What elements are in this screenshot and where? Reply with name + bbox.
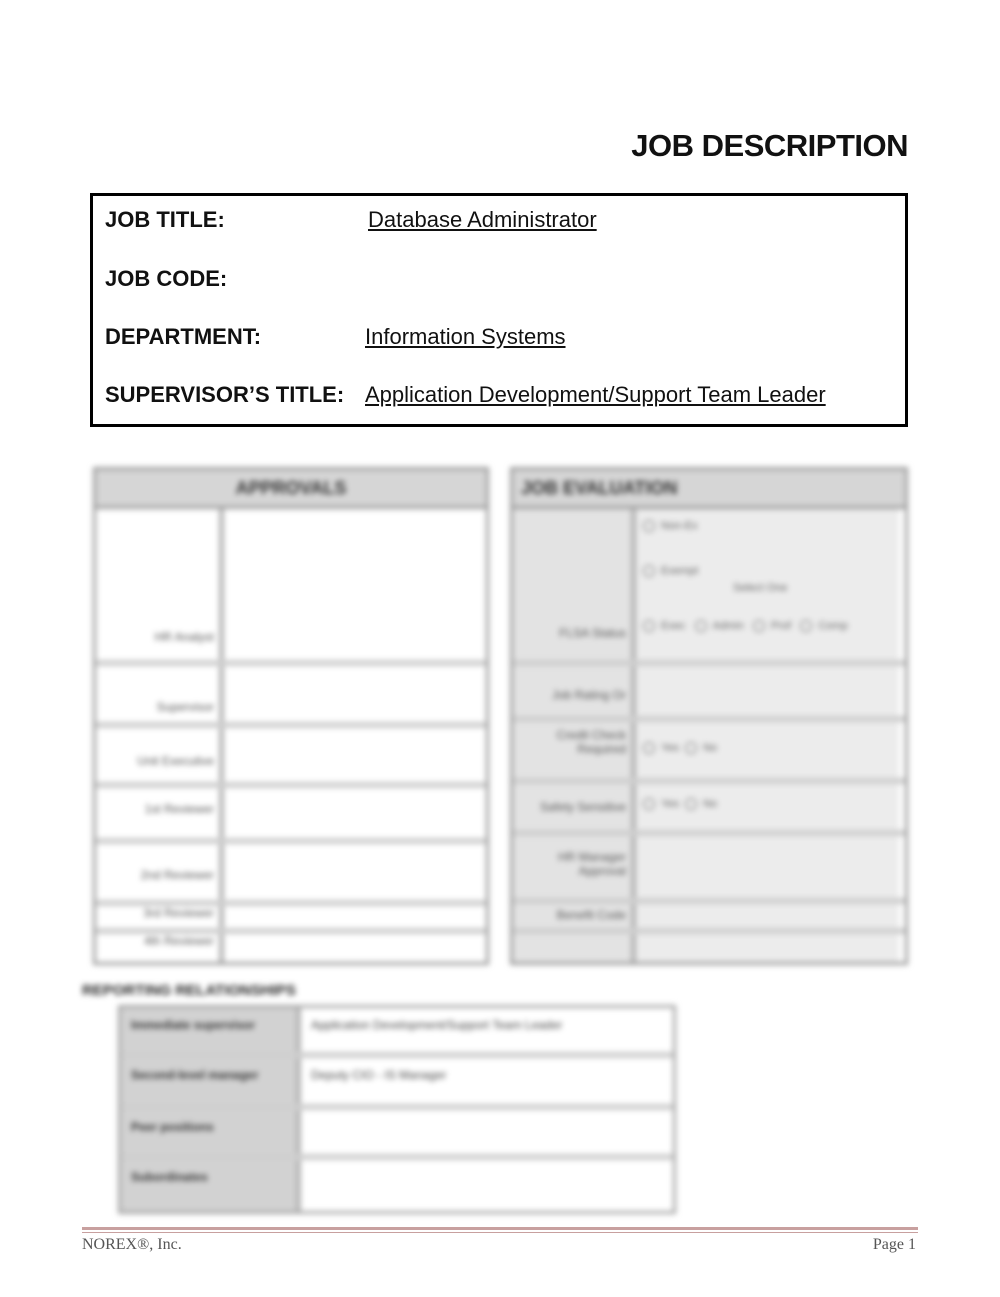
approval-row-label: Supervisor xyxy=(156,700,214,714)
radio-icon xyxy=(685,742,697,754)
approvals-table xyxy=(93,467,489,965)
radio-icon xyxy=(643,565,655,577)
row-divider xyxy=(513,898,905,904)
department-value: Information Systems xyxy=(365,324,566,349)
exempt-option[interactable]: Exempt xyxy=(643,565,698,577)
row-divider xyxy=(96,838,486,844)
row-divider xyxy=(513,778,905,784)
row-divider xyxy=(96,660,486,666)
evaluation-row-label: Credit Check Required xyxy=(556,728,626,756)
radio-icon xyxy=(800,620,812,632)
reporting-row xyxy=(121,1110,673,1160)
row-divider xyxy=(513,830,905,836)
exempt-sub-label: Select One xyxy=(733,582,788,594)
evaluation-row-label: Job Rating Or xyxy=(551,688,626,702)
radio-icon xyxy=(685,798,697,810)
job-code-label: JOB CODE: xyxy=(105,266,228,291)
radio-icon xyxy=(695,620,707,632)
approval-row-label: 1st Reviewer xyxy=(144,802,214,816)
job-evaluation-header: JOB EVALUATION xyxy=(513,470,905,509)
nonexempt-option[interactable]: Non-Ex xyxy=(643,520,698,532)
footer-page-number: Page 1 xyxy=(872,1236,916,1253)
evaluation-row-label: HR Manager Approval xyxy=(557,850,626,878)
approval-row-label: HR Analyst xyxy=(154,630,214,644)
job-info-box xyxy=(90,193,908,427)
radio-icon xyxy=(643,798,655,810)
reporting-row-label: Peer positions xyxy=(131,1120,214,1134)
approval-row-label: 3rd Reviewer xyxy=(143,906,214,920)
footer-rule xyxy=(82,1227,918,1230)
radio-icon xyxy=(643,620,655,632)
safety-sensitive-options[interactable]: Yes No xyxy=(643,798,717,810)
radio-icon xyxy=(643,520,655,532)
evaluation-row-label: Safety Sensitive xyxy=(539,800,626,814)
job-evaluation-table xyxy=(510,467,908,965)
row-divider xyxy=(513,716,905,722)
row-divider xyxy=(96,722,486,728)
credit-check-options[interactable]: Yes No xyxy=(643,742,717,754)
document-title: JOB DESCRIPTION xyxy=(631,128,908,163)
footer-rule-thin xyxy=(82,1232,918,1233)
reporting-row-value: Application Development/Support Team Leader xyxy=(311,1018,563,1032)
reporting-row-label: Second-level manager xyxy=(131,1068,259,1082)
exempt-type-options[interactable]: Exec Admin Prof Comp xyxy=(643,620,848,632)
approvals-header: APPROVALS xyxy=(96,470,486,509)
reporting-row xyxy=(121,1160,673,1210)
job-title-label: JOB TITLE: xyxy=(105,207,225,232)
approvals-divider xyxy=(219,509,224,962)
reporting-row xyxy=(121,1008,673,1058)
reporting-row-label: Subordinates xyxy=(131,1170,208,1184)
approval-row-label: 4th Reviewer xyxy=(143,934,214,948)
approval-row-label: 2nd Reviewer xyxy=(140,868,214,882)
row-divider xyxy=(513,928,905,934)
approval-row-label: Unit Executive xyxy=(137,754,214,768)
department-label: DEPARTMENT: xyxy=(105,324,262,349)
supervisor-title-value: Application Development/Support Team Leader xyxy=(365,382,826,407)
radio-icon xyxy=(643,742,655,754)
row-divider xyxy=(513,660,905,666)
reporting-row-value: Deputy CIO - IS Manager xyxy=(311,1068,447,1082)
reporting-row xyxy=(121,1058,673,1108)
radio-icon xyxy=(753,620,765,632)
footer-company: NOREX®, Inc. xyxy=(82,1236,182,1253)
evaluation-row-label: FLSA Status xyxy=(559,626,626,640)
reporting-table xyxy=(118,1005,676,1214)
row-divider xyxy=(96,782,486,788)
job-title-value: Database Administrator xyxy=(368,207,597,232)
reporting-title: REPORTING RELATIONSHIPS xyxy=(82,982,296,999)
supervisor-title-label: SUPERVISOR’S TITLE: xyxy=(105,382,345,407)
reporting-row-label: Immediate supervisor xyxy=(131,1018,256,1032)
evaluation-row-label: Benefit Code xyxy=(556,908,626,922)
